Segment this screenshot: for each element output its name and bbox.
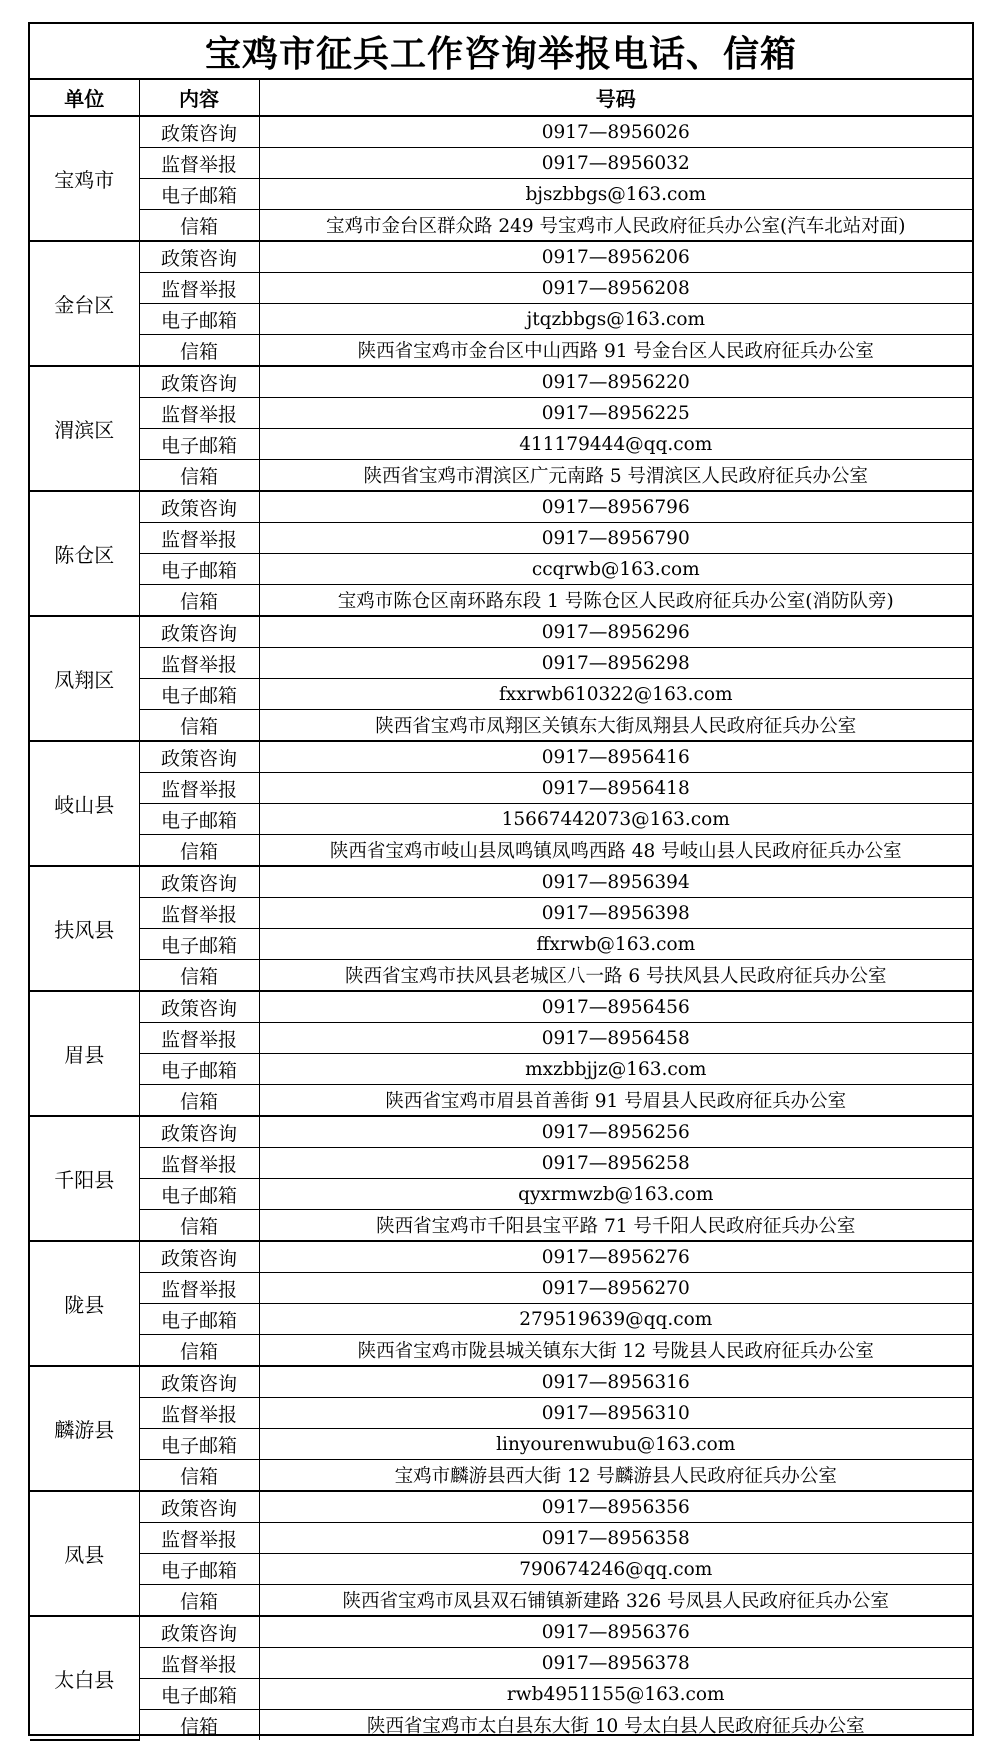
value-cell-policy-consult: 0917—8956376 <box>259 1616 972 1648</box>
value-cell-mailbox: 陕西省宝鸡市渭滨区广元南路 5 号渭滨区人民政府征兵办公室 <box>259 460 972 492</box>
table-row <box>30 1554 972 1585</box>
table-row <box>30 1023 972 1054</box>
table-row <box>30 335 972 367</box>
value-cell-supervision-report: 0917—8956270 <box>259 1273 972 1304</box>
header-kind: 内容 <box>139 80 259 116</box>
kind-cell-policy-consult: 政策咨询 <box>139 866 259 898</box>
value-cell-supervision-report: 0917—8956398 <box>259 898 972 929</box>
value-cell-supervision-report: 0917—8956358 <box>259 1523 972 1554</box>
value-cell-email: bjszbbgs@163.com <box>259 179 972 210</box>
kind-cell-supervision-report: 监督举报 <box>139 773 259 804</box>
kind-cell-email: 电子邮箱 <box>139 929 259 960</box>
kind-cell-supervision-report: 监督举报 <box>139 1023 259 1054</box>
value-cell-mailbox: 陕西省宝鸡市陇县城关镇东大街 12 号陇县人民政府征兵办公室 <box>259 1335 972 1367</box>
value-cell-supervision-report: 0917—8956225 <box>259 398 972 429</box>
unit-name-cell: 凤县 <box>30 1491 139 1616</box>
kind-cell-supervision-report: 监督举报 <box>139 1273 259 1304</box>
value-cell-mailbox: 陕西省宝鸡市凤翔区关镇东大街凤翔县人民政府征兵办公室 <box>259 710 972 742</box>
table-row <box>30 179 972 210</box>
kind-cell-mailbox: 信箱 <box>139 1710 259 1741</box>
table-row <box>30 398 972 429</box>
kind-cell-supervision-report: 监督举报 <box>139 1523 259 1554</box>
table-row <box>30 1210 972 1242</box>
value-cell-email: 411179444@qq.com <box>259 429 972 460</box>
kind-cell-mailbox: 信箱 <box>139 1585 259 1617</box>
value-cell-mailbox: 陕西省宝鸡市凤县双石铺镇新建路 326 号凤县人民政府征兵办公室 <box>259 1585 972 1617</box>
value-cell-mailbox: 陕西省宝鸡市眉县首善街 91 号眉县人民政府征兵办公室 <box>259 1085 972 1117</box>
kind-cell-policy-consult: 政策咨询 <box>139 741 259 773</box>
kind-cell-mailbox: 信箱 <box>139 710 259 742</box>
kind-cell-supervision-report: 监督举报 <box>139 398 259 429</box>
table-row <box>30 804 972 835</box>
table-row <box>30 741 972 773</box>
value-cell-supervision-report: 0917—8956458 <box>259 1023 972 1054</box>
table-row <box>30 710 972 742</box>
table-row <box>30 491 972 523</box>
value-cell-policy-consult: 0917—8956026 <box>259 116 972 148</box>
kind-cell-supervision-report: 监督举报 <box>139 148 259 179</box>
table-row <box>30 1241 972 1273</box>
kind-cell-policy-consult: 政策咨询 <box>139 116 259 148</box>
unit-name-cell: 渭滨区 <box>30 366 139 491</box>
value-cell-mailbox: 陕西省宝鸡市岐山县凤鸣镇凤鸣西路 48 号岐山县人民政府征兵办公室 <box>259 835 972 867</box>
kind-cell-supervision-report: 监督举报 <box>139 898 259 929</box>
value-cell-mailbox: 宝鸡市麟游县西大街 12 号麟游县人民政府征兵办公室 <box>259 1460 972 1492</box>
kind-cell-email: 电子邮箱 <box>139 804 259 835</box>
kind-cell-email: 电子邮箱 <box>139 429 259 460</box>
contact-sheet <box>28 22 974 1736</box>
table-row <box>30 898 972 929</box>
table-row <box>30 866 972 898</box>
unit-name-cell: 太白县 <box>30 1616 139 1740</box>
value-cell-supervision-report: 0917—8956418 <box>259 773 972 804</box>
value-cell-email: mxzbbjjz@163.com <box>259 1054 972 1085</box>
value-cell-mailbox: 宝鸡市金台区群众路 249 号宝鸡市人民政府征兵办公室(汽车北站对面) <box>259 210 972 242</box>
value-cell-supervision-report: 0917—8956298 <box>259 648 972 679</box>
value-cell-policy-consult: 0917—8956394 <box>259 866 972 898</box>
kind-cell-mailbox: 信箱 <box>139 835 259 867</box>
value-cell-supervision-report: 0917—8956378 <box>259 1648 972 1679</box>
value-cell-policy-consult: 0917—8956356 <box>259 1491 972 1523</box>
page-title: 宝鸡市征兵工作咨询举报电话、信箱 <box>30 24 972 80</box>
value-cell-policy-consult: 0917—8956796 <box>259 491 972 523</box>
value-cell-mailbox: 宝鸡市陈仓区南环路东段 1 号陈仓区人民政府征兵办公室(消防队旁) <box>259 585 972 617</box>
unit-name-cell: 千阳县 <box>30 1116 139 1241</box>
table-row <box>30 1491 972 1523</box>
kind-cell-policy-consult: 政策咨询 <box>139 1491 259 1523</box>
kind-cell-policy-consult: 政策咨询 <box>139 991 259 1023</box>
kind-cell-mailbox: 信箱 <box>139 1085 259 1117</box>
table-row <box>30 1429 972 1460</box>
table-row <box>30 929 972 960</box>
kind-cell-supervision-report: 监督举报 <box>139 523 259 554</box>
kind-cell-policy-consult: 政策咨询 <box>139 616 259 648</box>
kind-cell-mailbox: 信箱 <box>139 210 259 242</box>
table-row <box>30 241 972 273</box>
kind-cell-email: 电子邮箱 <box>139 304 259 335</box>
table-row <box>30 210 972 242</box>
table-row <box>30 1085 972 1117</box>
table-row <box>30 523 972 554</box>
table-row <box>30 1304 972 1335</box>
value-cell-mailbox: 陕西省宝鸡市千阳县宝平路 71 号千阳人民政府征兵办公室 <box>259 1210 972 1242</box>
table-row <box>30 304 972 335</box>
kind-cell-mailbox: 信箱 <box>139 1210 259 1242</box>
kind-cell-mailbox: 信箱 <box>139 460 259 492</box>
value-cell-email: linyourenwubu@163.com <box>259 1429 972 1460</box>
table-row <box>30 1648 972 1679</box>
kind-cell-email: 电子邮箱 <box>139 179 259 210</box>
kind-cell-email: 电子邮箱 <box>139 1679 259 1710</box>
table-row <box>30 616 972 648</box>
kind-cell-policy-consult: 政策咨询 <box>139 1241 259 1273</box>
header-value: 号码 <box>259 80 972 116</box>
unit-name-cell: 扶风县 <box>30 866 139 991</box>
value-cell-policy-consult: 0917—8956296 <box>259 616 972 648</box>
table-row <box>30 1116 972 1148</box>
table-row <box>30 1679 972 1710</box>
value-cell-policy-consult: 0917—8956206 <box>259 241 972 273</box>
table-body <box>30 116 972 1740</box>
table-row <box>30 1148 972 1179</box>
value-cell-policy-consult: 0917—8956276 <box>259 1241 972 1273</box>
value-cell-email: fxxrwb610322@163.com <box>259 679 972 710</box>
value-cell-supervision-report: 0917—8956310 <box>259 1398 972 1429</box>
value-cell-email: 790674246@qq.com <box>259 1554 972 1585</box>
header-unit: 单位 <box>30 80 139 116</box>
kind-cell-mailbox: 信箱 <box>139 335 259 367</box>
kind-cell-mailbox: 信箱 <box>139 1460 259 1492</box>
kind-cell-email: 电子邮箱 <box>139 1429 259 1460</box>
unit-name-cell: 陈仓区 <box>30 491 139 616</box>
table-row <box>30 1523 972 1554</box>
unit-name-cell: 麟游县 <box>30 1366 139 1491</box>
table-row <box>30 148 972 179</box>
table-row <box>30 554 972 585</box>
contact-table <box>30 80 972 1741</box>
kind-cell-mailbox: 信箱 <box>139 960 259 992</box>
value-cell-email: 15667442073@163.com <box>259 804 972 835</box>
kind-cell-supervision-report: 监督举报 <box>139 273 259 304</box>
table-row <box>30 1710 972 1741</box>
unit-name-cell: 凤翔区 <box>30 616 139 741</box>
value-cell-email: qyxrmwzb@163.com <box>259 1179 972 1210</box>
table-header-row <box>30 80 972 116</box>
value-cell-email: 279519639@qq.com <box>259 1304 972 1335</box>
value-cell-email: rwb4951155@163.com <box>259 1679 972 1710</box>
kind-cell-policy-consult: 政策咨询 <box>139 491 259 523</box>
value-cell-mailbox: 陕西省宝鸡市扶风县老城区八一路 6 号扶风县人民政府征兵办公室 <box>259 960 972 992</box>
kind-cell-policy-consult: 政策咨询 <box>139 1116 259 1148</box>
value-cell-email: jtqzbbgs@163.com <box>259 304 972 335</box>
value-cell-supervision-report: 0917—8956258 <box>259 1148 972 1179</box>
table-row <box>30 1398 972 1429</box>
value-cell-mailbox: 陕西省宝鸡市太白县东大街 10 号太白县人民政府征兵办公室 <box>259 1710 972 1741</box>
kind-cell-email: 电子邮箱 <box>139 1054 259 1085</box>
value-cell-mailbox: 陕西省宝鸡市金台区中山西路 91 号金台区人民政府征兵办公室 <box>259 335 972 367</box>
value-cell-policy-consult: 0917—8956456 <box>259 991 972 1023</box>
table-row <box>30 648 972 679</box>
value-cell-email: ffxrwb@163.com <box>259 929 972 960</box>
kind-cell-email: 电子邮箱 <box>139 554 259 585</box>
table-row <box>30 366 972 398</box>
unit-name-cell: 宝鸡市 <box>30 116 139 241</box>
value-cell-policy-consult: 0917—8956316 <box>259 1366 972 1398</box>
kind-cell-mailbox: 信箱 <box>139 585 259 617</box>
kind-cell-policy-consult: 政策咨询 <box>139 241 259 273</box>
table-row <box>30 835 972 867</box>
kind-cell-mailbox: 信箱 <box>139 1335 259 1367</box>
value-cell-email: ccqrwb@163.com <box>259 554 972 585</box>
kind-cell-email: 电子邮箱 <box>139 1179 259 1210</box>
unit-name-cell: 金台区 <box>30 241 139 366</box>
table-row <box>30 1335 972 1367</box>
value-cell-policy-consult: 0917—8956220 <box>259 366 972 398</box>
kind-cell-email: 电子邮箱 <box>139 1554 259 1585</box>
kind-cell-policy-consult: 政策咨询 <box>139 366 259 398</box>
value-cell-supervision-report: 0917—8956208 <box>259 273 972 304</box>
table-row <box>30 991 972 1023</box>
table-row <box>30 273 972 304</box>
table-row <box>30 679 972 710</box>
unit-name-cell: 眉县 <box>30 991 139 1116</box>
table-row <box>30 1616 972 1648</box>
kind-cell-supervision-report: 监督举报 <box>139 1148 259 1179</box>
unit-name-cell: 岐山县 <box>30 741 139 866</box>
value-cell-supervision-report: 0917—8956032 <box>259 148 972 179</box>
table-row <box>30 1366 972 1398</box>
table-row <box>30 1585 972 1617</box>
table-row <box>30 1273 972 1304</box>
table-row <box>30 1179 972 1210</box>
table-row <box>30 116 972 148</box>
table-row <box>30 429 972 460</box>
kind-cell-email: 电子邮箱 <box>139 1304 259 1335</box>
kind-cell-supervision-report: 监督举报 <box>139 1648 259 1679</box>
unit-name-cell: 陇县 <box>30 1241 139 1366</box>
kind-cell-supervision-report: 监督举报 <box>139 1398 259 1429</box>
value-cell-supervision-report: 0917—8956790 <box>259 523 972 554</box>
table-row <box>30 1460 972 1492</box>
kind-cell-policy-consult: 政策咨询 <box>139 1366 259 1398</box>
table-row <box>30 1054 972 1085</box>
value-cell-policy-consult: 0917—8956256 <box>259 1116 972 1148</box>
table-row <box>30 460 972 492</box>
kind-cell-email: 电子邮箱 <box>139 679 259 710</box>
table-row <box>30 773 972 804</box>
value-cell-policy-consult: 0917—8956416 <box>259 741 972 773</box>
kind-cell-supervision-report: 监督举报 <box>139 648 259 679</box>
table-row <box>30 960 972 992</box>
table-row <box>30 585 972 617</box>
kind-cell-policy-consult: 政策咨询 <box>139 1616 259 1648</box>
